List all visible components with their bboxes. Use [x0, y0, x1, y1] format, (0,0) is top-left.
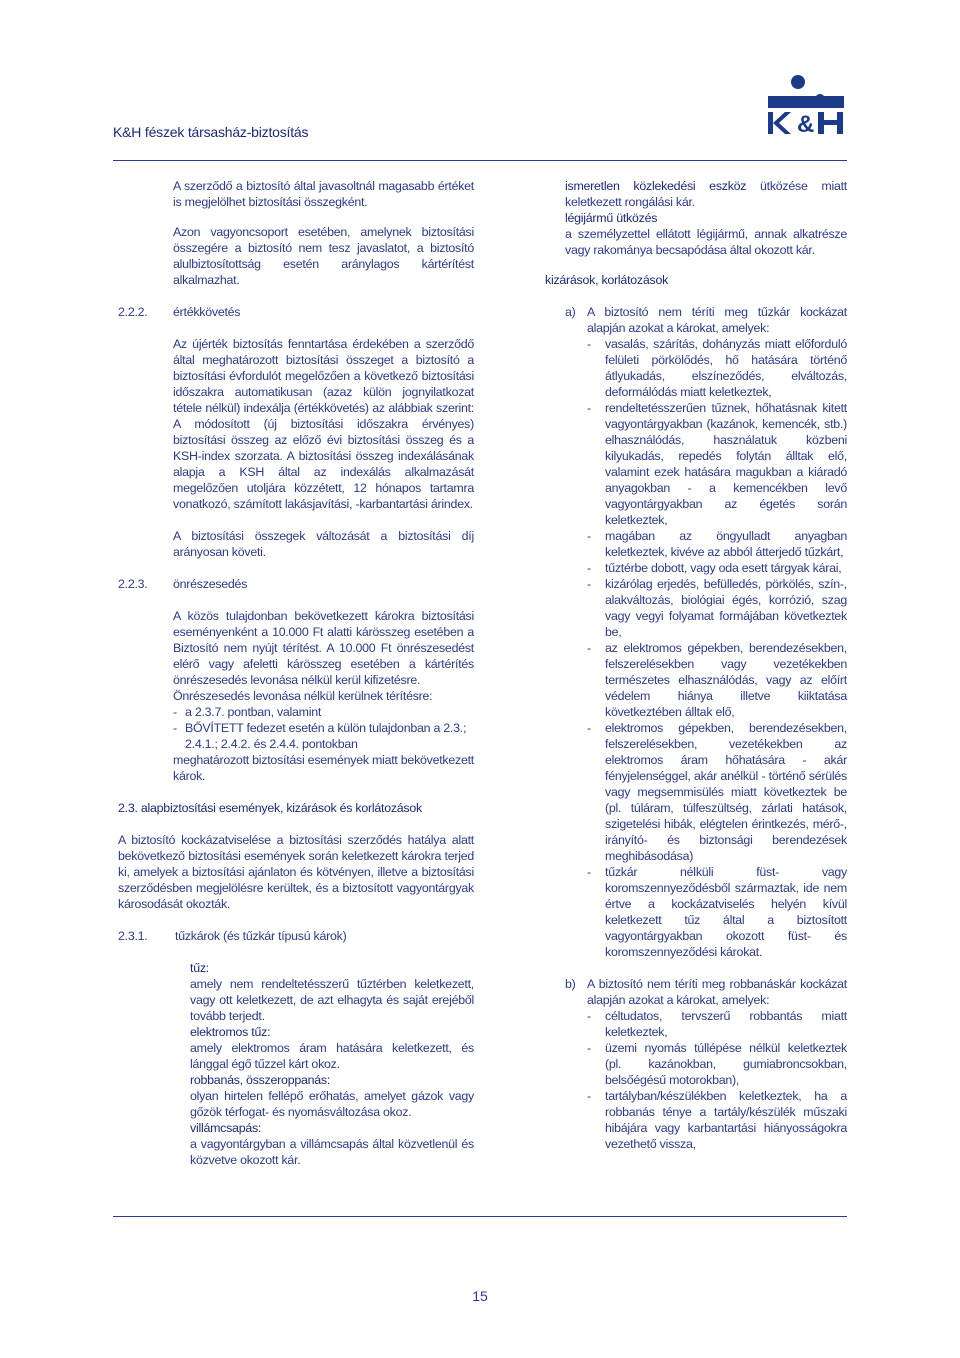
header-divider [113, 160, 847, 161]
section-2-2-2-paragraph-1: Az újérték biztosítás fenntartása érdekében a szerződő által meghatározott biztosítási összeget a biztosító a biztosítási évfordulót megelőzően a következő biztosítási időszakra automatikusan (azaz külön jognyilatkozat tétele nélkül) indexálja (értékkövetés) az alábbiak szerint: A módosított (új biztosítási időszakra érvényes) biztosítási összeg az előző évi biztosítási összeg és a KSH-index szorzata. A biztosítási összeg indexálásának alapja a KSH által az indexálás alkalmazását megelőzően utoljára közzétett, 12 hónapos tartamra vonatkozó, számított lakásjavítási, -karbantartási árindex. [173, 337, 474, 511]
fire-definitions [118, 960, 474, 1168]
document-header-title: K&H fészek társasház-biztosítás [113, 124, 309, 140]
section-2-3-1-heading [118, 928, 474, 944]
list-item: - üzemi nyomás túllépése nélkül keletkeztek (pl. kazánokban, gumiabroncsokban, belsőégésű motorokban), [605, 1040, 847, 1088]
list-item: - BŐVÍTETT fedezet esetén a külön tulajdonban a 2.3.; 2.4.1.; 2.4.2. és 2.4.4. pontokban [173, 721, 467, 751]
definition-text-explosion: olyan hirtelen fellépő erőhatás, amelyet gázok vagy gőzök térfogat- és nyomásváltozása okoz. [190, 1089, 474, 1119]
section-number: 2.2.3. [118, 577, 148, 591]
list-marker: b) [565, 977, 576, 991]
definition-text-electric-fire: amely elektromos áram hatására keletkezett, és lánggal égő tűzzel kárt okoz. [190, 1041, 474, 1071]
section-2-3-heading [118, 800, 474, 816]
intro-paragraph-2: Azon vagyoncsoport esetében, amelynek biztosítási összegére a biztosító nem tesz javaslatot, a biztosító alulbiztosítottság esetén aránylagos kártérítést alkalmazhat. [173, 225, 474, 287]
list-item: - rendeltetésszerűen tűznek, hőhatásnak kitett vagyontárgyakban (kazánok, kemencék, stb.) elhasználódás, használatuk közbeni kilyukadás, repedés folytán álltak elő, valamint ezek hatására magukban a kiáradó anyagokban - a kemencékben levő vagyontárgyakban az égetés során keletkeztek, [605, 400, 847, 528]
list-item: - magában az öngyulladt anyagban keletkeztek, kivéve az abból átterjedő tűzkárt, [605, 528, 847, 560]
section-title: alapbiztosítási események, kizárások és korlátozások [140, 801, 422, 815]
definition-term-lightning: villámcsapás: [190, 1121, 262, 1135]
section-2-2-2-paragraph-2: A biztosítási összegek változását a biztosítási díj arányosan követi. [173, 529, 474, 559]
definition-term-explosion: robbanás, összeroppanás: [190, 1073, 331, 1087]
left-column [118, 178, 474, 1168]
kh-logo-icon [766, 74, 846, 138]
list-item: - elektromos gépekben, berendezésekben, felszerelésekben, vezetékekben az elektromos áram hőhatására - akár fényjelenséggel, akár anélkül - történő sérülés vagy megsemmisülés miatt következtek be (pl. túláram, túlfeszültség, zárlati hatások, szigetelési hibák, elégtelen érintkezés, mérő-, irányító- és biztonsági berendezések meghibásodása) [605, 720, 847, 864]
exclusion-a-intro: A biztosító nem téríti meg tűzkár kockázat alapján azokat a károkat, amelyek: [587, 305, 847, 335]
exclusion-a [565, 304, 847, 336]
definition-term-aircraft: légijármű ütközés [565, 211, 658, 225]
section-2-2-3-paragraph-1: A közös tulajdonban bekövetkezett károkra biztosítási eseményenként a 10.000 Ft alatti kárösszeg esetében a Biztosító nem nyújt térítést. A 10.000 Ft önrészesedést elérő vagy afeletti kárösszeg esetében a kártérítés önrészesedés levonása nélkül kerül kifizetésre. [173, 609, 474, 687]
definition-text-fire: amely nem rendeltetésszerű tűztérben keletkezett, vagy ott keletkezett, de azt elhagyta és saját erejéből tovább terjedt. [190, 977, 474, 1023]
definition-term-electric-fire: elektromos tűz: [190, 1025, 271, 1039]
list-item: - tartályban/készülékben keletkeztek, ha a robbanás ténye a tartály/készülék műszaki hibájára vagy karbantartási hiányosságokra vezethető vissza, [605, 1088, 847, 1152]
definition-term-fire: tűz: [190, 961, 209, 975]
list-marker: a) [565, 305, 576, 319]
intro-paragraph-1: A szerződő a biztosító által javasoltnál magasabb értéket is megjelölhet biztosítási összegként. [173, 179, 474, 209]
definition-term: ismeretlen közlekedési eszköz [565, 179, 747, 193]
section-2-2-3-heading [118, 576, 474, 592]
svg-text:&: & [797, 111, 815, 138]
section-number: 2.3. [118, 801, 138, 815]
right-column [545, 178, 847, 1152]
section-2-3-paragraph: A biztosító kockázatviselése a biztosítási szerződés hatálya alatt bekövetkező biztosítási események során keletkezett károkra terjed ki, amelyek a biztosítási ajánlaton és kötvényen, illetve a biztosítási szerződésben megjelölésre kerültek, és a biztosított vagyontárgyak károsodását okozták. [118, 833, 474, 911]
exclusion-b [565, 976, 847, 1008]
section-title: önrészesedés [173, 577, 248, 591]
list-item: - az elektromos gépekben, berendezésekben, felszerelésekben vagy vezetékekben természetes elhasználódás, vagy az előírt védelem hiánya illetve kiiktatása következtében álltak elő, [605, 640, 847, 720]
list-item: - tűzkár nélküli füst- vagy koromszennyeződésből származtak, ide nem értve a kockázatviselés helyén kívül keletkezett tűz által a biztosított vagyontárgyakban okozott füst- és koromszennyeződési károkat. [605, 864, 847, 960]
list-item: - a 2.3.7. pontban, valamint [173, 705, 322, 719]
section-number: 2.3.1. [118, 929, 148, 943]
definition-unknown-vehicle [565, 178, 847, 210]
list-item: - vasalás, szárítás, dohányzás miatt előforduló felületi pörkölődés, hő hatására történő átlyukadás, elszíneződés, elváltozás, deformálódás miatt keletkeztek, [605, 336, 847, 400]
section-2-2-3-paragraph-2: Önrészesedés levonása nélkül kerülnek térítésre: [173, 689, 433, 703]
footer-divider [113, 1216, 847, 1217]
definition-text-aircraft: a személyzettel ellátott légijármű, annak alkatrésze vagy rakománya becsapódása által okozott kár. [565, 227, 847, 257]
list-item: - tűztérbe dobott, vagy oda esett tárgyak kárai, [605, 560, 847, 576]
section-2-2-3-paragraph-3: meghatározott biztosítási események miatt bekövetkezett károk. [173, 753, 474, 783]
section-number: 2.2.2. [118, 305, 148, 319]
section-title: tűzkárok (és tűzkár típusú károk) [175, 929, 347, 943]
page-number: 15 [472, 1288, 488, 1304]
exclusion-a-list [565, 336, 847, 960]
definition-text-lightning: a vagyontárgyban a villámcsapás által közvetlenül és közvetve okozott kár. [190, 1137, 474, 1167]
list-item: - kizárólag erjedés, befülledés, pörkölés, szín-, alakváltozás, biológiai égés, korrózió, szag vagy vegyi folyamat formájában következtek be, [605, 576, 847, 640]
section-title: értékkövetés [173, 305, 241, 319]
exclusions-heading: kizárások, korlátozások [545, 273, 669, 287]
deductible-exempt-list [173, 704, 474, 752]
exclusion-b-intro: A biztosító nem téríti meg robbanáskár kockázat alapján azokat a károkat, amelyek: [587, 977, 847, 1007]
section-2-2-2-heading [118, 304, 474, 320]
exclusion-b-list [565, 1008, 847, 1152]
definition-text: ütközése miatt keletkezett rongálási kár. [565, 179, 847, 209]
list-item: - céltudatos, tervszerű robbantás miatt keletkeztek, [605, 1008, 847, 1040]
